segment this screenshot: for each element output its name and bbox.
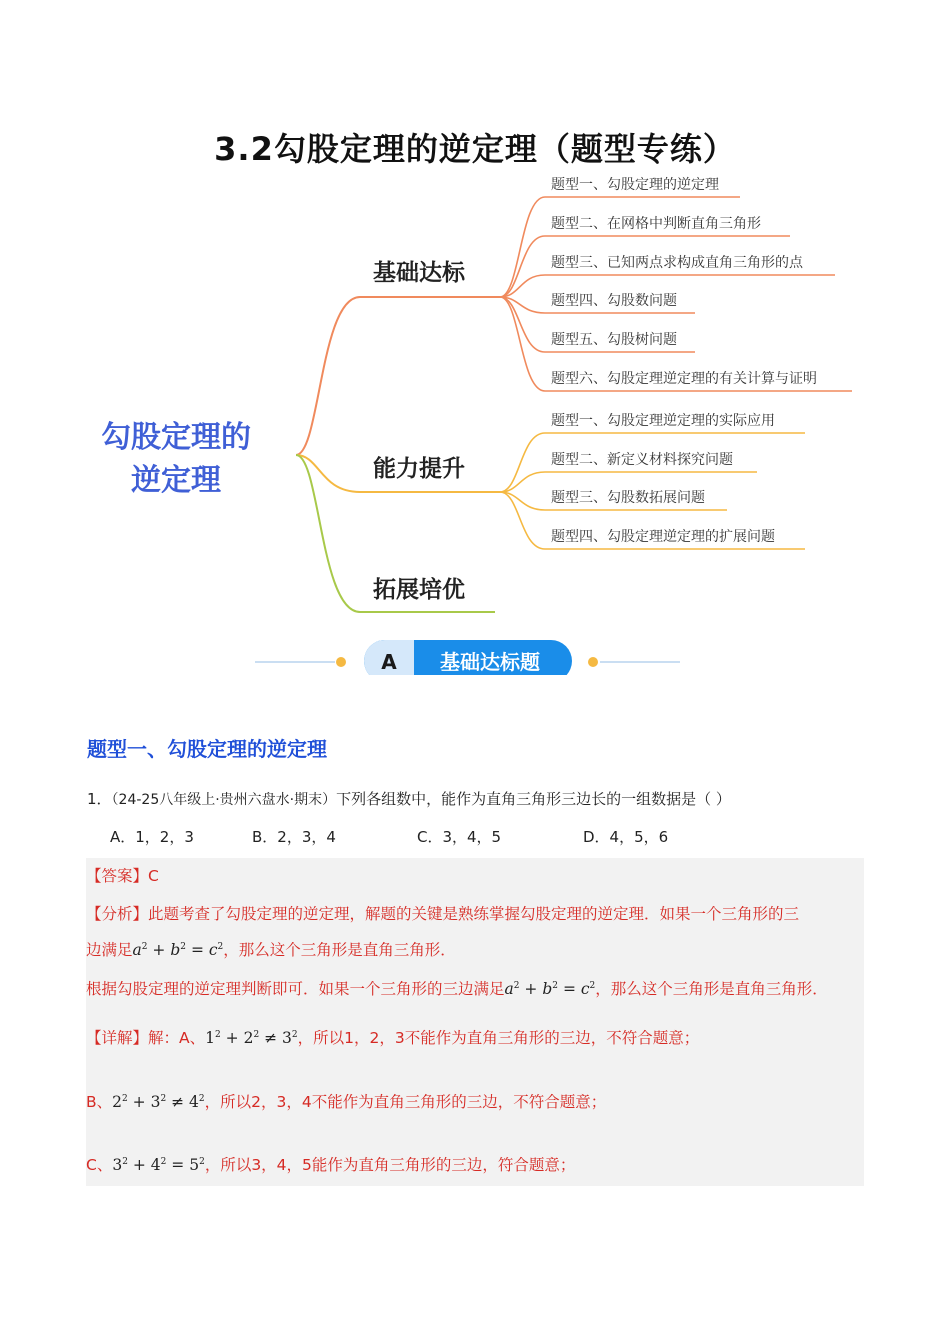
question-source: （24-25八年级上·贵州六盘水·期末） xyxy=(111,792,337,808)
mindmap-item: 题型三、已知两点求构成直角三角形的点 xyxy=(551,255,803,271)
detail-line-a: 【详解】解：A、$1^2 + 2^2 \ne 3^2$，所以1，2，3不能作为直角三角形的三边，不符合题意； xyxy=(86,1029,700,1047)
mind-map xyxy=(0,165,950,675)
section-title: 题型一、勾股定理的逆定理 xyxy=(87,737,327,761)
option-a: A．1，2，3 xyxy=(110,828,194,846)
answer-value: C xyxy=(148,867,159,885)
branch-label-1: 基础达标 xyxy=(373,260,465,286)
analysis-line-3: 根据勾股定理的逆定理判断即可．如果一个三角形的三边满足$a^2 + b^2 = c^2$，那么这个三角形是直角三角形． xyxy=(86,980,828,998)
answer-box xyxy=(86,858,864,1186)
mindmap-root-line1: 勾股定理的 xyxy=(101,420,251,455)
mindmap-root-line2: 逆定理 xyxy=(131,463,221,498)
banner-text: 基础达标题 xyxy=(440,650,540,674)
mindmap-item: 题型一、勾股定理的逆定理 xyxy=(551,177,719,193)
banner-letter: A xyxy=(381,650,397,674)
analysis-line-1: 【分析】此题考查了勾股定理的逆定理，解题的关键是熟练掌握勾股定理的逆定理．如果一个三角形的三 xyxy=(86,905,800,923)
option-d: D．4，5，6 xyxy=(583,828,669,846)
question-text: 下列各组数中，能作为直角三角形三边长的一组数据是（ ） xyxy=(336,790,731,808)
question-1 xyxy=(87,788,731,809)
question-number: 1． xyxy=(87,790,112,808)
mindmap-item: 题型三、勾股数拓展问题 xyxy=(551,490,705,506)
branch-line-1 xyxy=(296,297,500,455)
answer-line: 【答案】C xyxy=(86,867,159,885)
detail-line-c: C、$3^2 + 4^2 = 5^2$，所以3，4，5能作为直角三角形的三边，符合题意； xyxy=(86,1156,576,1174)
branch-label-2: 能力提升 xyxy=(373,456,465,482)
mindmap-item: 题型四、勾股数问题 xyxy=(551,293,677,309)
page-title: 3.2勾股定理的逆定理（题型专练） xyxy=(214,130,736,168)
mindmap-item: 题型二、在网格中判断直角三角形 xyxy=(551,216,761,232)
mindmap-item: 题型二、新定义材料探究问题 xyxy=(551,452,733,468)
branch-label-3: 拓展培优 xyxy=(373,577,465,603)
mindmap-item: 题型四、勾股定理逆定理的扩展问题 xyxy=(551,529,775,545)
mindmap-item: 题型六、勾股定理逆定理的有关计算与证明 xyxy=(551,371,817,387)
analysis-line-2: 边满足$a^2 + b^2 = c^2$，那么这个三角形是直角三角形． xyxy=(86,941,456,959)
mindmap-item: 题型一、勾股定理逆定理的实际应用 xyxy=(551,413,775,429)
detail-line-b: B、$2^2 + 3^2 \ne 4^2$，所以2，3，4不能作为直角三角形的三边，不符合题意； xyxy=(86,1093,607,1111)
option-c: C．3，4，5 xyxy=(417,828,502,846)
mindmap-item: 题型五、勾股树问题 xyxy=(551,332,677,348)
section-banner xyxy=(255,640,680,675)
option-b: B．2，3，4 xyxy=(252,828,336,846)
